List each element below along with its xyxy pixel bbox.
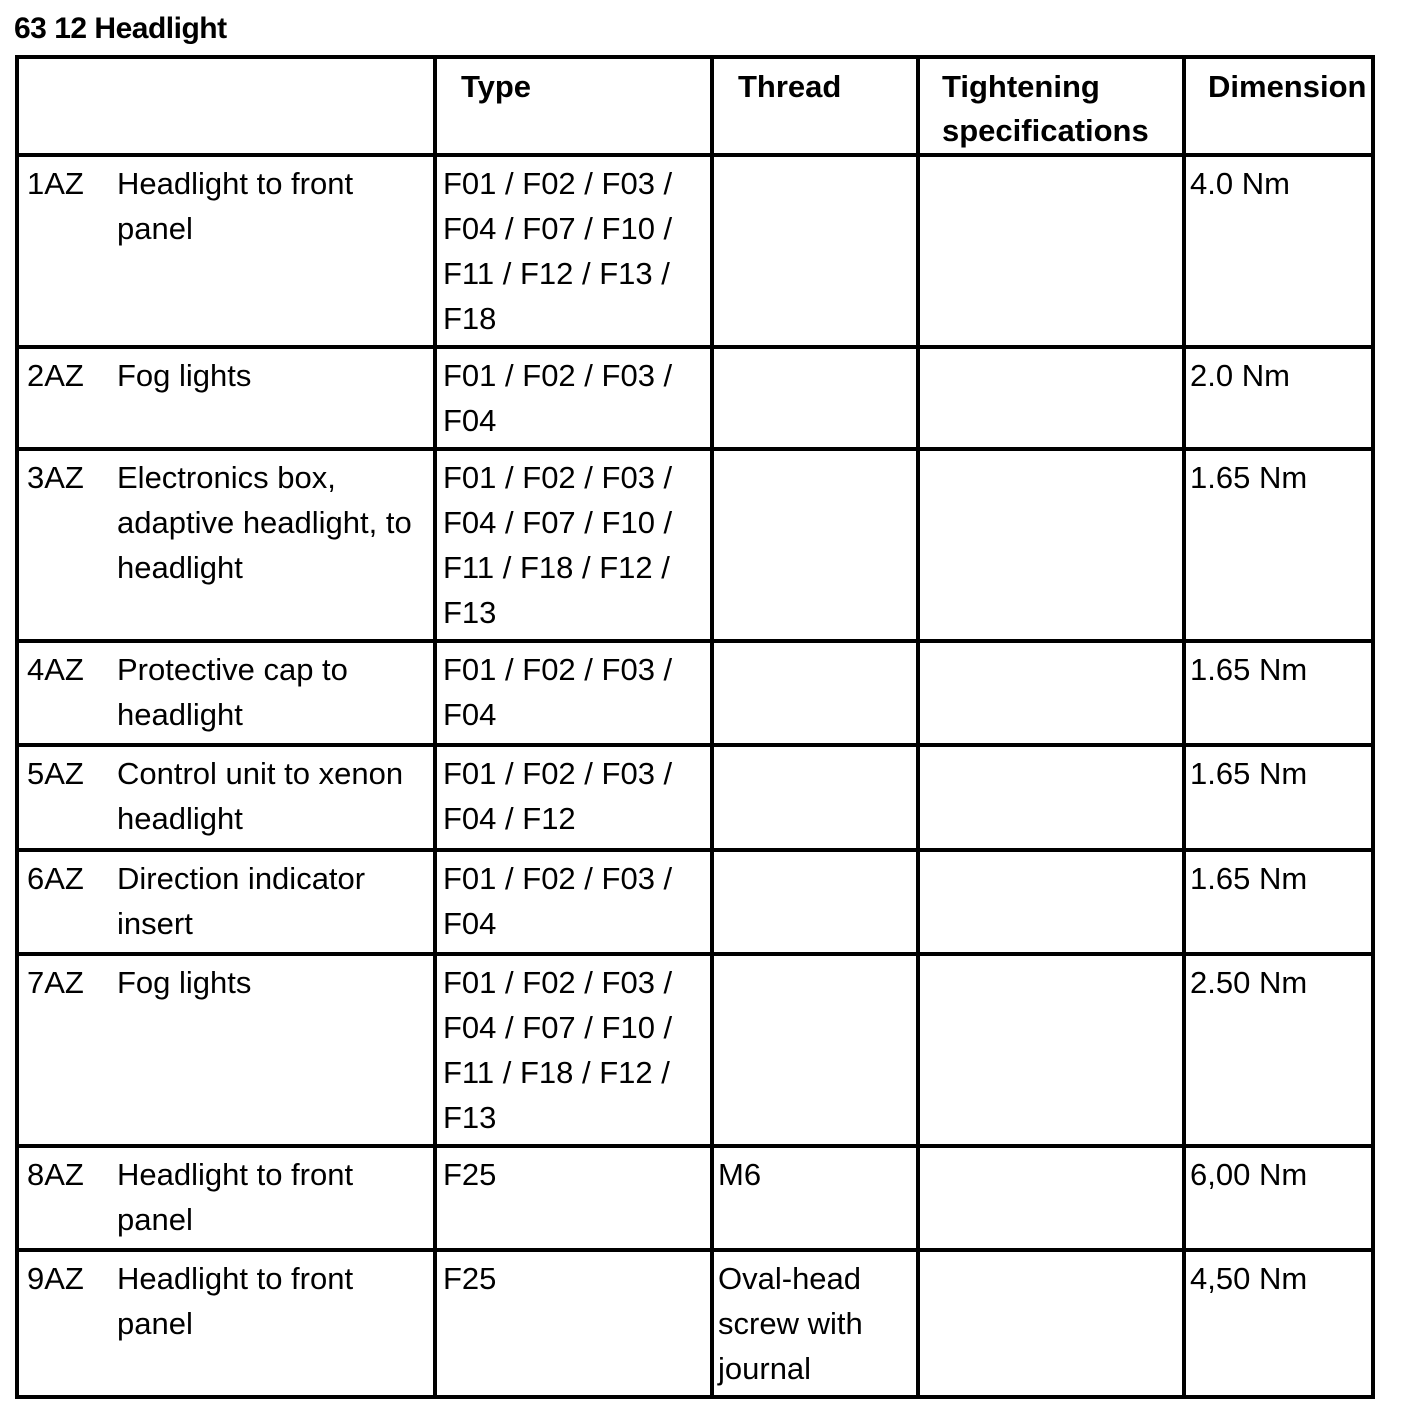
tightening-cell <box>918 850 1184 954</box>
thread-cell <box>712 745 918 850</box>
item-cell <box>17 155 435 347</box>
thread-cell: Oval-head screw with journal <box>712 1250 918 1397</box>
item-description: Headlight to front panel <box>117 166 354 246</box>
thread-cell <box>712 641 918 745</box>
type-cell: F01 / F02 / F03 / F04 / F07 / F10 / F11 / F12 / F13 / F18 <box>435 155 712 347</box>
header-item <box>17 57 435 155</box>
item-code: 4AZ <box>27 652 84 687</box>
dimension-cell: 1.65 Nm <box>1184 449 1373 641</box>
item-code: 5AZ <box>27 756 84 791</box>
dimension-cell: 6,00 Nm <box>1184 1146 1373 1250</box>
type-cell: F01 / F02 / F03 / F04 <box>435 641 712 745</box>
item-cell <box>17 1146 435 1250</box>
dimension-cell: 4.0 Nm <box>1184 155 1373 347</box>
header-dimension: Dimension <box>1184 57 1373 155</box>
tightening-cell <box>918 954 1184 1146</box>
header-thread: Thread <box>712 57 918 155</box>
item-cell <box>17 449 435 641</box>
item-cell <box>17 641 435 745</box>
header-tightening: Tightening specifications <box>918 57 1184 155</box>
table-row <box>17 1250 1373 1397</box>
thread-cell <box>712 954 918 1146</box>
tightening-cell <box>918 745 1184 850</box>
thread-cell <box>712 449 918 641</box>
dimension-cell: 1.65 Nm <box>1184 745 1373 850</box>
header-type: Type <box>435 57 712 155</box>
item-code: 7AZ <box>27 965 84 1000</box>
item-code: 8AZ <box>27 1157 84 1192</box>
table-row <box>17 954 1373 1146</box>
tightening-cell <box>918 347 1184 449</box>
table-row <box>17 1146 1373 1250</box>
thread-cell: M6 <box>712 1146 918 1250</box>
item-code: 9AZ <box>27 1261 84 1296</box>
type-cell: F01 / F02 / F03 / F04 <box>435 850 712 954</box>
item-cell <box>17 745 435 850</box>
item-description: Electronics box, adaptive headlight, to headlight <box>117 460 412 585</box>
dimension-cell: 1.65 Nm <box>1184 850 1373 954</box>
item-code: 2AZ <box>27 358 84 393</box>
item-code: 6AZ <box>27 861 84 896</box>
tightening-cell <box>918 1250 1184 1397</box>
item-description: Headlight to front panel <box>117 1157 354 1237</box>
table-row <box>17 155 1373 347</box>
table-row <box>17 641 1373 745</box>
table-row <box>17 449 1373 641</box>
type-cell: F01 / F02 / F03 / F04 / F07 / F10 / F11 / F18 / F12 / F13 <box>435 954 712 1146</box>
item-description: Headlight to front panel <box>117 1261 354 1341</box>
item-cell <box>17 954 435 1146</box>
dimension-cell: 2.0 Nm <box>1184 347 1373 449</box>
type-cell: F25 <box>435 1250 712 1397</box>
tightening-cell <box>918 1146 1184 1250</box>
thread-cell <box>712 155 918 347</box>
item-cell <box>17 850 435 954</box>
thread-cell <box>712 850 918 954</box>
type-cell: F25 <box>435 1146 712 1250</box>
tightening-cell <box>918 641 1184 745</box>
item-description: Protective cap to headlight <box>117 652 348 732</box>
item-description: Control unit to xenon headlight <box>117 756 404 836</box>
tightening-table <box>15 55 1375 1399</box>
table-header-row <box>17 57 1373 155</box>
tightening-cell <box>918 449 1184 641</box>
thread-cell <box>712 347 918 449</box>
table-row <box>17 347 1373 449</box>
item-description: Fog lights <box>117 965 252 1000</box>
table-row <box>17 850 1373 954</box>
table-row <box>17 745 1373 850</box>
item-code: 3AZ <box>27 460 84 495</box>
item-cell <box>17 347 435 449</box>
type-cell: F01 / F02 / F03 / F04 <box>435 347 712 449</box>
tightening-cell <box>918 155 1184 347</box>
type-cell: F01 / F02 / F03 / F04 / F12 <box>435 745 712 850</box>
dimension-cell: 4,50 Nm <box>1184 1250 1373 1397</box>
dimension-cell: 2.50 Nm <box>1184 954 1373 1146</box>
item-description: Direction indicator insert <box>117 861 366 941</box>
page-title: 63 12 Headlight <box>14 12 227 45</box>
item-description: Fog lights <box>117 358 252 393</box>
item-cell <box>17 1250 435 1397</box>
dimension-cell: 1.65 Nm <box>1184 641 1373 745</box>
type-cell: F01 / F02 / F03 / F04 / F07 / F10 / F11 / F18 / F12 / F13 <box>435 449 712 641</box>
item-code: 1AZ <box>27 166 84 201</box>
